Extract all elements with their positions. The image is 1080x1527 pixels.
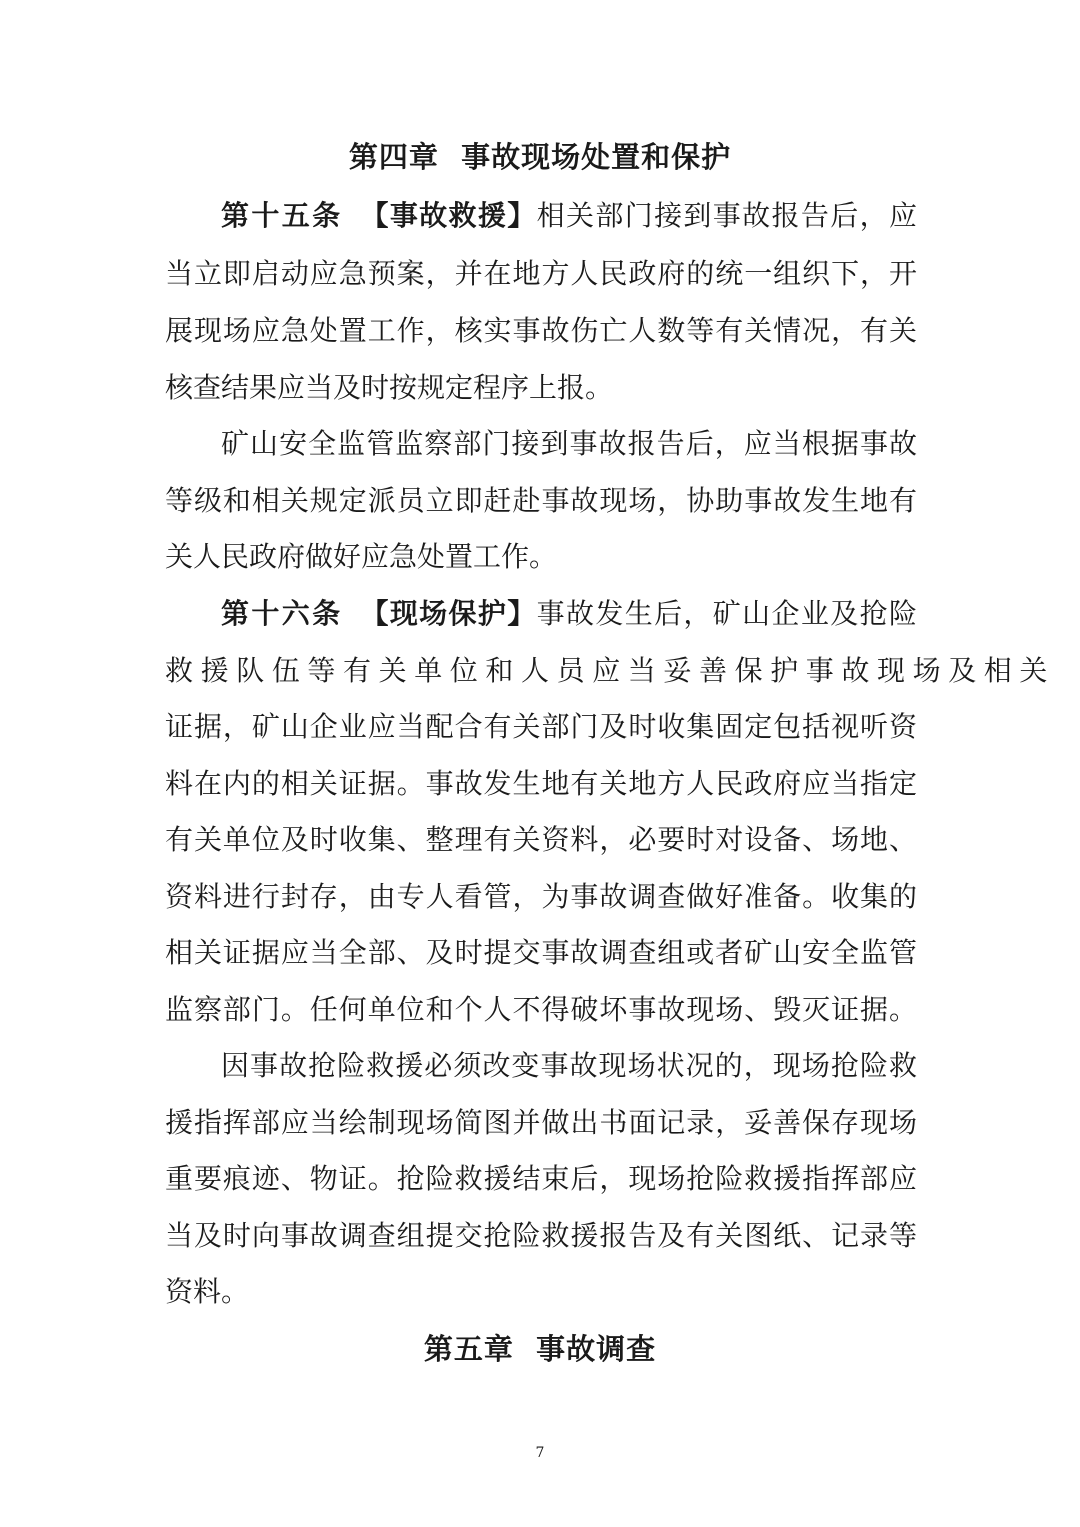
article-16-line-8: 监察部门。任何单位和个人不得破坏事故现场、毁灭证据。 [165, 993, 917, 1026]
article-16-line-6: 资料进行封存，由专人看管，为事故调查做好准备。收集的 [165, 880, 917, 913]
article-16-first-line [221, 594, 917, 634]
article-16-para2-line-3: 重要痕迹、物证。抢险救援结束后，现场抢险救援指挥部应 [165, 1162, 917, 1195]
article-15-heading: 【事故救援】 [360, 199, 537, 232]
article-16-para2-line-4: 当及时向事故调查组提交抢险救援报告及有关图纸、记录等 [165, 1219, 917, 1252]
article-15-line-1: 相关部门接到事故报告后，应 [536, 199, 917, 232]
article-16-para2-line-2: 援指挥部应当绘制现场简图并做出书面记录，妥善保存现场 [165, 1106, 917, 1139]
article-15-number: 第十五条 [221, 199, 343, 232]
article-16-line-5: 有关单位及时收集、整理有关资料，必要时对设备、场地、 [165, 823, 917, 856]
chapter-4-title: 第四章 事故现场处置和保护 [348, 140, 732, 174]
article-16-line-2: 救援队伍等有关单位和人员应当妥善保护事故现场及相关 [165, 654, 1056, 687]
page-number: 7 [535, 1445, 545, 1461]
article-15-first-line [221, 196, 917, 236]
article-15-para2-line-1: 矿山安全监管监察部门接到事故报告后，应当根据事故 [221, 427, 917, 460]
article-16-line-3: 证据，矿山企业应当配合有关部门及时收集固定包括视听资 [165, 710, 917, 743]
article-16-heading: 【现场保护】 [360, 597, 537, 630]
article-16-line-4: 料在内的相关证据。事故发生地有关地方人民政府应当指定 [165, 767, 917, 800]
article-16-number: 第十六条 [221, 597, 343, 630]
article-15-line-3: 展现场应急处置工作，核实事故伤亡人数等有关情况，有关 [165, 314, 917, 347]
article-16-line-7: 相关证据应当全部、及时提交事故调查组或者矿山安全监管 [165, 936, 917, 969]
chapter-5-title: 第五章 事故调查 [423, 1332, 657, 1366]
article-15-line-4: 核查结果应当及时按规定程序上报。 [165, 371, 614, 404]
article-16-para2-line-5: 资料。 [165, 1275, 250, 1308]
article-15-para2-line-2: 等级和相关规定派员立即赶赴事故现场，协助事故发生地有 [165, 484, 917, 517]
article-15-line-2: 当立即启动应急预案，并在地方人民政府的统一组织下，开 [165, 257, 917, 290]
article-16-para2-line-1: 因事故抢险救援必须改变事故现场状况的，现场抢险救 [221, 1049, 917, 1082]
article-15-para2-line-3: 关人民政府做好应急处置工作。 [165, 540, 558, 573]
article-16-line-1: 事故发生后，矿山企业及抢险 [536, 597, 917, 630]
